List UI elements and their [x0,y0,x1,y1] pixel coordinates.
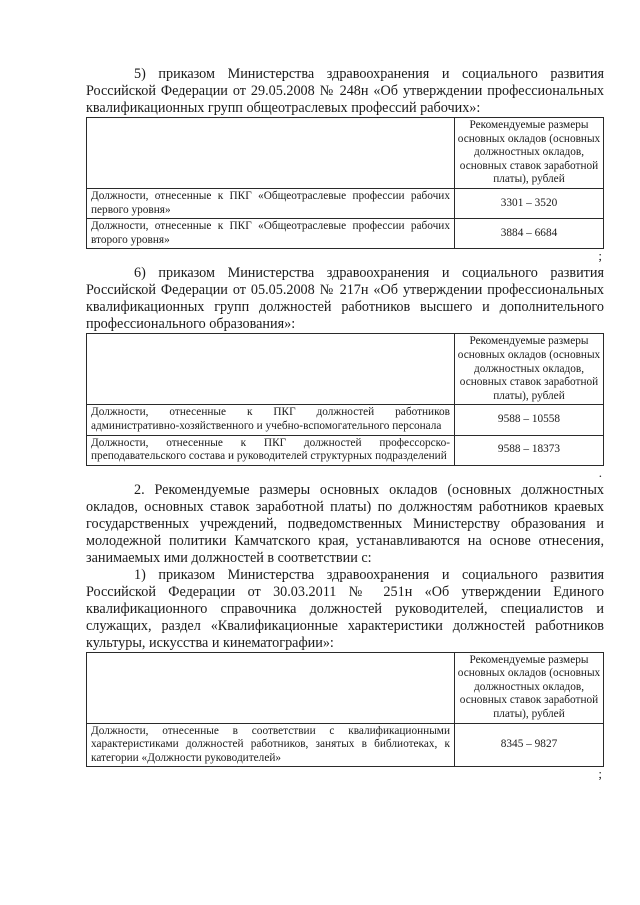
salary-range-cell: 3301 – 3520 [455,188,604,218]
table-row [87,435,604,465]
section-6-intro: 6) приказом Министерства здравоохранения и социального развития Российской Федерации от 05.05.2008 № 217н «Об утверждении профессиональных квалификационных групп должностей работников высшего и дополнительного профессионального образования»: [86,265,604,333]
header-salary-cell: Рекомендуемые размеры основных окладов (основных должностных окладов, основных ставок заработной платы), рублей [455,334,604,405]
salary-range-cell: 3884 – 6684 [455,219,604,249]
salary-range-cell: 8345 – 9827 [455,723,604,767]
position-cell: Должности, отнесенные к ПКГ должностей профессорско-преподавательского состава и руководителей структурных подразделений [87,435,455,465]
document-page [86,66,604,783]
section-2-subitem-1: 1) приказом Министерства здравоохранения и социального развития Российской Федерации от 30.03.2011 № 251н «Об утверждении Единого квалификационного справочника должностей руководителей, специалистов и служащих, раздел «Квалификационные характеристики должностей работников культуры, искусства и кинематографии»: [86,566,604,651]
table-row [87,723,604,767]
salary-range-cell: 9588 – 18373 [455,435,604,465]
section-5-intro: 5) приказом Министерства здравоохранения и социального развития Российской Федерации от 29.05.2008 № 248н «Об утверждении профессиональных квалификационных групп общеотраслевых профессий рабочих»: [86,66,604,116]
table-header-row [87,334,604,405]
position-cell: Должности, отнесенные в соответствии с квалификационными характеристиками должностей работников, занятых в библиотеках, к категории «Должности руководителей» [87,723,455,767]
salary-range-cell: 9588 – 10558 [455,405,604,435]
table-row [87,405,604,435]
header-salary-cell: Рекомендуемые размеры основных окладов (основных должностных окладов, основных ставок заработной платы), рублей [455,118,604,189]
position-cell: Должности, отнесенные к ПКГ «Общеотраслевые профессии рабочих второго уровня» [87,219,455,249]
position-cell: Должности, отнесенные к ПКГ «Общеотраслевые профессии рабочих первого уровня» [87,188,455,218]
table-header-row [87,652,604,723]
table-end-mark: ; [598,248,602,264]
table-row [87,188,604,218]
header-empty-cell [87,334,455,405]
table-end-mark: . [598,464,602,480]
header-salary-cell: Рекомендуемые размеры основных окладов (основных должностных окладов, основных ставок заработной платы), рублей [455,652,604,723]
salary-table-culture [86,652,604,768]
salary-table-6 [86,333,604,465]
table-end-mark: ; [598,766,602,782]
section-2-paragraph: 2. Рекомендуемые размеры основных окладов (основных должностных окладов, основных ставок заработной платы) по должностям работников краевых государственных учреждений, подведомственных Министерству образования и молодежной политики Камчатского края, устанавливаются на основе отнесения, занимаемых ими должностей в соответствии с: [86,481,604,566]
salary-table-5 [86,117,604,249]
header-empty-cell [87,118,455,189]
header-empty-cell [87,652,455,723]
table-row [87,219,604,249]
position-cell: Должности, отнесенные к ПКГ должностей работников административно-хозяйственного и учебно-вспомогательного персонала [87,405,455,435]
table-header-row [87,118,604,189]
